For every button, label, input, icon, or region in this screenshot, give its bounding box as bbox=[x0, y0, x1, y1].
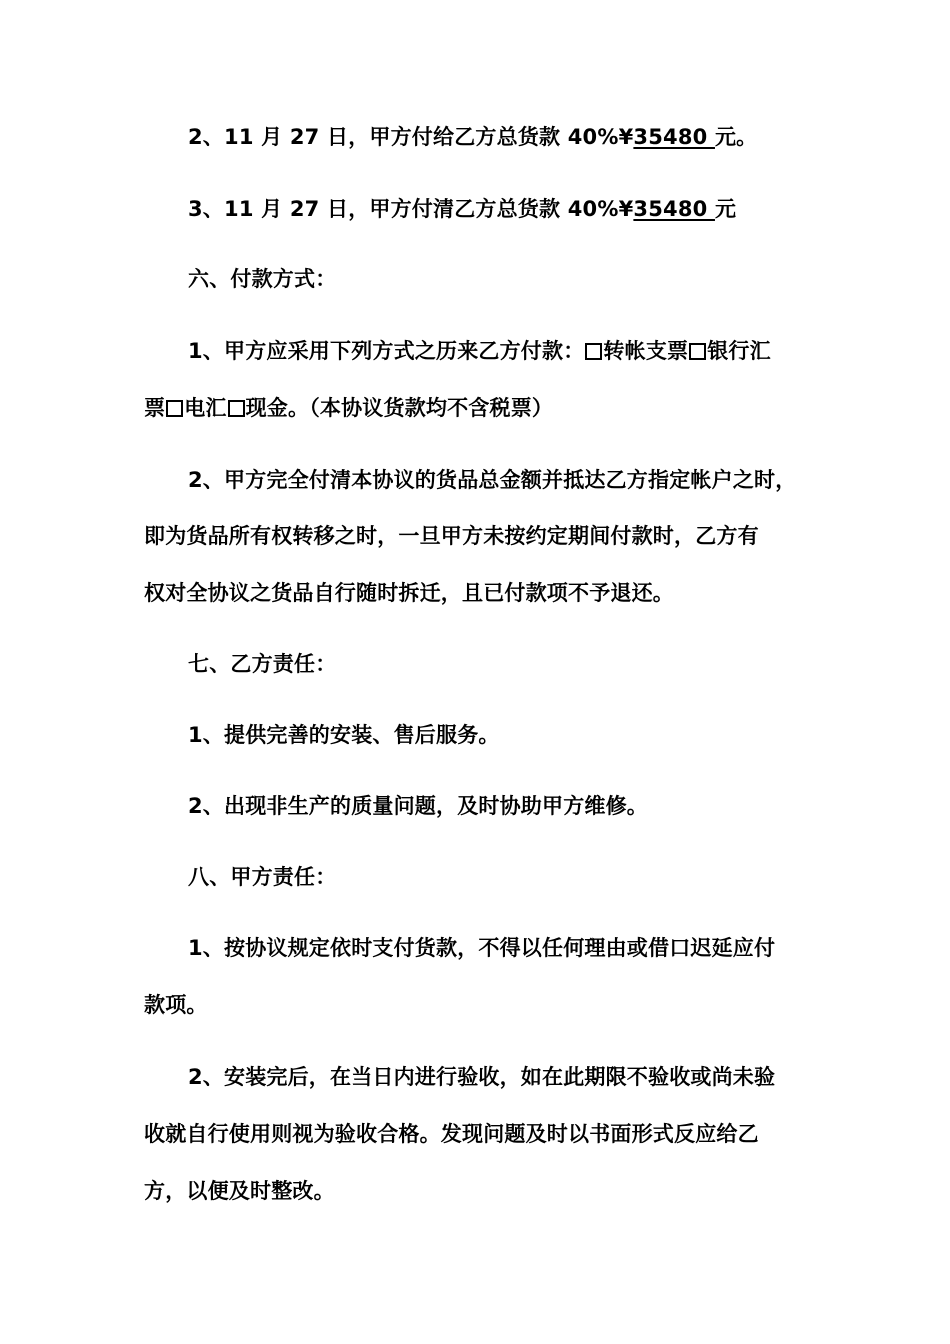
section-7-item-2: 2、出现非生产的质量问题，及时协助甲方维修。 bbox=[188, 794, 649, 818]
payment-amount-2: 35480 bbox=[633, 125, 715, 149]
payment-line-2-text: 2、11 月 27 日，甲方付给乙方总货款 40%¥ bbox=[188, 125, 634, 149]
payment-line-3-suffix: 元 bbox=[714, 197, 737, 221]
section-8-heading: 八、甲方责任： bbox=[188, 865, 337, 889]
section-7-heading: 七、乙方责任： bbox=[188, 652, 337, 676]
payment-line-3-text: 3、11 月 27 日，甲方付清乙方总货款 40%¥ bbox=[188, 197, 634, 221]
payment-amount-3: 35480 bbox=[633, 197, 715, 221]
section-6-item-1-line-2 bbox=[144, 393, 824, 423]
section-6-item-2-line-1: 2、甲方完全付清本协议的货品总金额并抵达乙方指定帐户之时， bbox=[188, 468, 797, 492]
section-8-item-1-line-1: 1、按协议规定依时支付货款，不得以任何理由或借口迟延应付 bbox=[188, 936, 776, 960]
option-transfer-label: 转帐支票 bbox=[603, 339, 689, 363]
section-6-item-1-text: 1、甲方应采用下列方式之历来乙方付款： bbox=[188, 339, 585, 363]
section-6-item-2-line-3: 权对全协议之货品自行随时拆迁，且已付款项不予退还。 bbox=[144, 581, 674, 605]
section-8-item-2-line-3: 方，以便及时整改。 bbox=[144, 1179, 335, 1203]
checkbox-bank-draft[interactable] bbox=[689, 343, 706, 360]
payment-line-2 bbox=[188, 122, 868, 152]
section-8-item-2-line-2: 收就自行使用则视为验收合格。发现问题及时以书面形式反应给乙 bbox=[144, 1122, 759, 1146]
section-8-item-2-line-1: 2、安装完后，在当日内进行验收，如在此期限不验收或尚未验 bbox=[188, 1065, 776, 1089]
option-wire-label: 电汇 bbox=[184, 396, 227, 420]
section-7-item-1: 1、提供完善的安装、售后服务。 bbox=[188, 723, 500, 747]
option-bank-draft-label: 银行汇 bbox=[707, 339, 771, 363]
checkbox-cash[interactable] bbox=[228, 400, 245, 417]
checkbox-wire[interactable] bbox=[166, 400, 183, 417]
section-6-heading: 六、付款方式： bbox=[188, 267, 337, 291]
option-cash-label: 现金。（本协议货款均不含税票） bbox=[245, 396, 554, 420]
checkbox-transfer[interactable] bbox=[585, 343, 602, 360]
section-6-item-2-line-2: 即为货品所有权转移之时，一旦甲方未按约定期间付款时，乙方有 bbox=[144, 524, 759, 548]
option-bank-draft-label-cont: 票 bbox=[144, 396, 166, 420]
section-6-item-1-line-1 bbox=[188, 336, 868, 366]
payment-line-3 bbox=[188, 194, 868, 224]
payment-line-2-suffix: 元。 bbox=[714, 125, 758, 149]
section-8-item-1-line-2: 款项。 bbox=[144, 993, 208, 1017]
